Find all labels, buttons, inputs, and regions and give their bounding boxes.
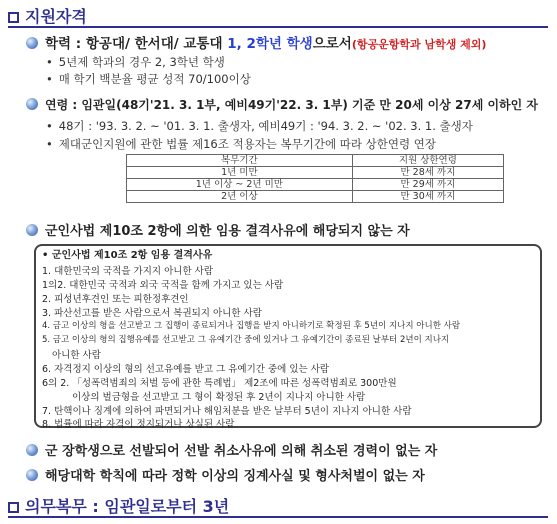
table-cell: 만 29세 까지 — [352, 179, 503, 191]
scholarship-requirement: 군 장학생으로 선발되어 선발 취소사유에 의해 취소된 경력이 없는 자 — [26, 440, 437, 459]
section-underline — [8, 26, 548, 28]
list-item: 이상의 벌금형을 선고받고 그 형이 확정된 후 2년이 지나지 아니한 사람 — [72, 392, 366, 403]
table-row — [127, 179, 504, 191]
age-item: • 48기 : '93. 3. 2. ~ '01. 3. 1. 출생자, 예비49기 : '94. 3. 2. ~ '02. 3. 1. 출생자 — [46, 119, 473, 133]
education-item: • 5년제 학과의 경우 2, 3학년 학생 — [46, 55, 225, 69]
education-item: • 매 학기 백분율 평균 성적 70/100이상 — [46, 72, 251, 86]
list-item: 1. 대한민국의 국적을 가지지 아니한 사람 — [42, 266, 213, 277]
list-item: 6. 자격정지 이상의 형의 선고유예를 받고 그 유예기간 중에 있는 사람 — [42, 364, 330, 375]
blue-ball-icon — [26, 469, 38, 481]
blue-ball-icon — [26, 224, 38, 236]
blue-ball-icon — [26, 37, 38, 49]
list-item: 6의 2. 「성폭력범죄의 처벌 등에 관한 특례법」 제2조에 따른 성폭력범죄로 300만원 — [42, 378, 397, 389]
table-cell: 만 30세 까지 — [352, 191, 503, 203]
list-item: 4. 금고 이상의 형을 선고받고 그 집행이 종료되거나 집행을 받지 아니하기로 확정된 후 5년이 지나지 아니한 사람 — [42, 321, 461, 331]
table-row — [127, 167, 504, 179]
list-item: 3. 파산선고를 받은 사람으로서 복권되지 아니한 사람 — [42, 308, 262, 319]
square-bullet-icon — [8, 502, 19, 513]
table-header-cell: 복무기간 — [127, 155, 353, 167]
box-title: • 군인사법 제10조 2항 임용 결격사유 — [42, 250, 213, 261]
section-underline — [8, 516, 548, 518]
table-header-row — [127, 155, 504, 167]
age-requirement: 연령 : 임관일(48기'21. 3. 1부, 예비49기'22. 3. 1부) 기준 만 20세 이상 27세 이하인 자 — [26, 96, 538, 113]
list-item: 아니한 사람 — [52, 350, 101, 361]
list-item: 5. 금고 이상의 형의 집행유예를 선고받고 그 유예기간 중에 있거나 그 유예기간이 종료된 날부터 2년이 지나지 — [42, 335, 450, 345]
list-item: 8. 법률에 따라 자격이 정지되거나 상실된 사람 — [42, 419, 235, 430]
table-cell: 1년 이상 ~ 2년 미만 — [127, 179, 353, 191]
table-cell: 1년 미만 — [127, 167, 353, 179]
military-law-requirement: 군인사법 제10조 2항에 의한 임용 결격사유에 해당되지 않는 자 — [26, 220, 410, 239]
section-title-service: 의무복무 : 임관일로부터 3년 — [8, 494, 229, 517]
list-item: 1의2. 대한민국 국적과 외국 국적을 함께 가지고 있는 사람 — [42, 280, 284, 291]
education-requirement: 학력 : 항공대/ 한서대/ 교통대 1, 2학년 학생으로서(항공운항학과 남학생 제외) — [26, 32, 486, 52]
table-row — [127, 191, 504, 203]
table-cell: 2년 이상 — [127, 191, 353, 203]
section-title-eligibility: 지원자격 — [8, 4, 87, 27]
table-cell: 만 28세 까지 — [352, 167, 503, 179]
blue-ball-icon — [26, 98, 38, 110]
square-bullet-icon — [8, 12, 19, 23]
table-header-cell: 지원 상한연령 — [352, 155, 503, 167]
discipline-requirement: 해당대학 학칙에 따라 정학 이상의 징계사실 및 형사처벌이 없는 자 — [26, 465, 425, 484]
list-item: 7. 탄핵이나 징계에 의하여 파면되거나 해임처분을 받은 날부터 5년이 지나지 아니한 사람 — [42, 406, 412, 417]
blue-ball-icon — [26, 444, 38, 456]
age-limit-table — [126, 154, 504, 203]
age-item: • 제대군인지원에 관한 법률 제16조 적용자는 복무기간에 따라 상한연령 연장 — [46, 137, 436, 151]
list-item: 2. 피성년후견인 또는 피한정후견인 — [42, 294, 189, 305]
